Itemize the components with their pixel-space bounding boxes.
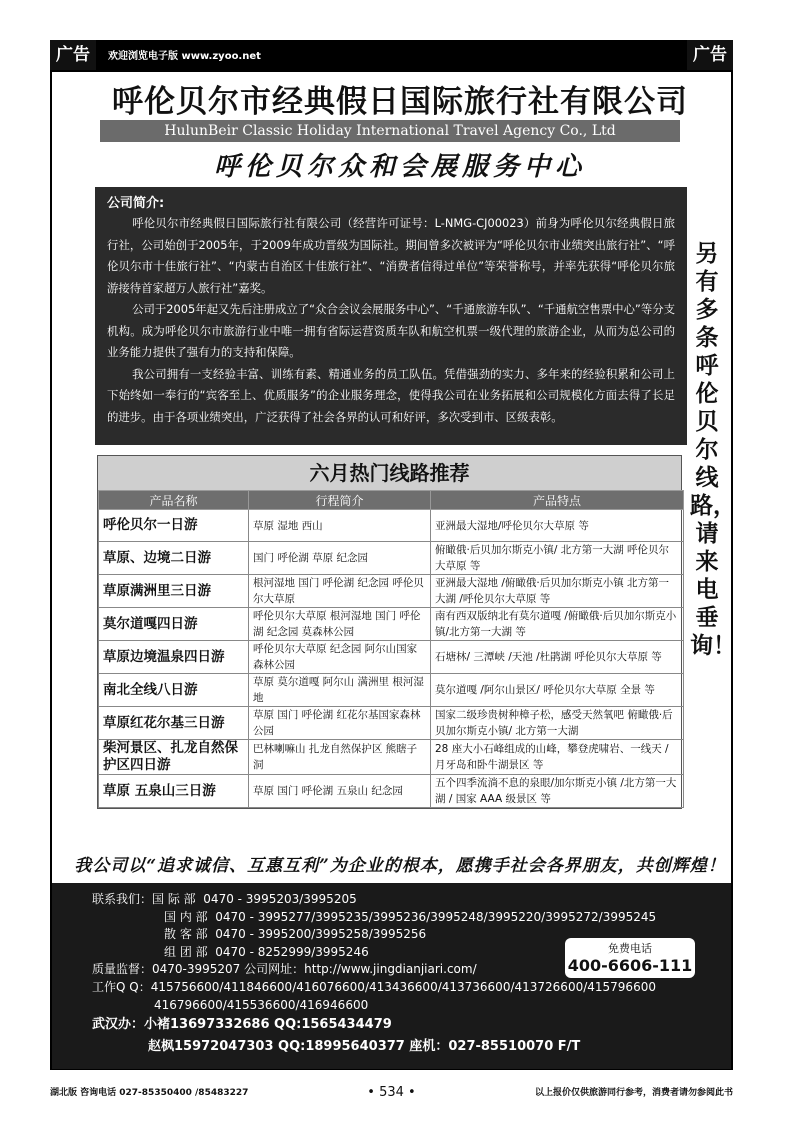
col-header-itinerary: 行程简介: [249, 491, 431, 510]
route-name: 呼伦贝尔一日游: [99, 510, 249, 542]
contact-line: [92, 909, 731, 927]
table-row: [99, 775, 684, 808]
route-name: 草原 五泉山三日游: [99, 775, 249, 808]
ad-tag-left: 广告: [50, 40, 96, 70]
intro-heading: 公司简介:: [107, 196, 165, 211]
table-row: [99, 674, 684, 707]
route-itinerary: 草原 国门 呼伦湖 五泉山 纪念园: [249, 775, 431, 808]
wuhan-office-line-2: 赵枫15972047303 QQ:18995640377 座机：027-85510070 F/T: [148, 1039, 581, 1055]
route-itinerary: 呼伦贝尔大草原 根河湿地 国门 呼伦湖 纪念园 莫森林公园: [249, 608, 431, 641]
intro-paragraph-3: 我公司拥有一支经验丰富、训练有素、精通业务的员工队伍。凭借强劲的实力、多年来的经验积累和公司上下始终如一奉行的“宾客至上、优质服务”的企业服务理念，使得我公司在业务拓展和公司规模化方面去得了长足的进步。由于各项业绩突出，广泛获得了社会各界的认可和好评，多次受到市、区级表彰。: [107, 366, 675, 424]
route-itinerary: 国门 呼伦湖 草原 纪念园: [249, 542, 431, 575]
company-english-name: HulunBeir Classic Holiday International Travel Agency Co., Ltd: [100, 120, 680, 142]
quality-line: 质量监督：0470-3995207 公司网址：http://www.jingdianjiari.com/: [92, 962, 477, 977]
table-row: [99, 740, 684, 775]
table-row: [99, 542, 684, 575]
footer-right: 以上报价仅供旅游同行参考，消费者请勿参阅此书: [534, 1088, 733, 1098]
hotline-box: [565, 938, 695, 978]
table-row: [99, 575, 684, 608]
route-features: 亚洲最大湿地/呼伦贝尔大草原 等: [431, 510, 684, 542]
route-itinerary: 草原 湿地 西山: [249, 510, 431, 542]
company-title: 呼伦贝尔市经典假日国际旅行社有限公司: [112, 84, 688, 120]
route-itinerary: 巴林喇嘛山 扎龙自然保护区 熊瞎子洞: [249, 740, 431, 775]
vertical-promo-text: 另有多条呼伦贝尔线路，请来电垂询！: [690, 240, 736, 659]
contact-line: [92, 891, 731, 909]
route-name: 柴河景区、扎龙自然保护区四日游: [99, 740, 249, 775]
qq-label: 工作Q Q：: [92, 979, 151, 994]
wuhan-office-line: 武汉办：小褚13697332686 QQ:1565434479: [92, 1017, 392, 1033]
route-name: 南北全线八日游: [99, 674, 249, 707]
intro-paragraph-2: 公司于2005年起又先后注册成立了“众合会议会展服务中心”、“千通旅游车队”、“千通航空售票中心”等分支机构。成为呼伦贝尔市旅游行业中唯一拥有省际运营资质车队和航空机票一级代理的旅游企业，从而为总公司的业务能力提供了强有力的支持和保障。: [107, 302, 675, 359]
hotline-number: 400-6606-111: [567, 956, 693, 975]
route-features: 五个四季流淌不息的泉眼/加尔斯克小镇 /北方第一大湖 / 国家 AAA 级景区 等: [431, 775, 684, 808]
dept-name: 国 际 部: [152, 892, 196, 906]
col-header-features: 产品特点: [431, 491, 684, 510]
dept-phones: 0470 - 3995200/3995258/3995256: [215, 927, 427, 942]
subsidiary-title: 呼伦贝尔众和会展服务中心: [213, 152, 586, 182]
route-features: 南有西双版纳北有莫尔道嘎 /俯瞰俄·后贝加尔斯克小镇/北方第一大湖 等: [431, 608, 684, 641]
dept-phones: 0470 - 3995203/3995205: [203, 892, 357, 906]
route-name: 草原边境温泉四日游: [99, 641, 249, 674]
company-intro: [95, 187, 687, 445]
col-header-name: 产品名称: [99, 491, 249, 510]
table-header-row: [99, 491, 684, 510]
table-row: [99, 707, 684, 740]
qq-line: [92, 979, 731, 997]
route-itinerary: 草原 莫尔道嘎 阿尔山 满洲里 根河湿地: [249, 674, 431, 707]
route-features: 国家二级珍贵树种樟子松，感受天然氧吧 俯瞰俄·后贝加尔斯克小镇/ 北方第一大湖: [431, 707, 684, 740]
routes-grid: [98, 490, 684, 808]
route-name: 草原、边境二日游: [99, 542, 249, 575]
table-row: [99, 641, 684, 674]
route-features: 28 座大小石峰组成的山峰，攀登虎啸岩、一线天 /月牙岛和卧牛湖景区 等: [431, 740, 684, 775]
route-features: 俯瞰俄·后贝加尔斯克小镇/ 北方第一大湖 呼伦贝尔大草原 等: [431, 542, 684, 575]
route-name: 草原红花尔基三日游: [99, 707, 249, 740]
dept-name: 散 客 部: [164, 927, 208, 942]
route-name: 莫尔道嘎四日游: [99, 608, 249, 641]
page-number: • 534 •: [367, 1085, 416, 1100]
contact-label: 联系我们：: [92, 892, 153, 906]
routes-title: 六月热门线路推荐: [98, 456, 681, 490]
table-row: [99, 510, 684, 542]
dept-name: 国 内 部: [164, 909, 208, 924]
ad-tag-right: 广告: [687, 40, 733, 70]
top-url-text: 欢迎浏览电子版 www.zyoo.net: [108, 51, 261, 62]
routes-table: [97, 455, 682, 809]
dept-phones: 0470 - 3995277/3995235/3995236/3995248/3995220/3995272/3995245: [215, 909, 657, 924]
route-itinerary: 草原 国门 呼伦湖 红花尔基国家森林公园: [249, 707, 431, 740]
dept-name: 组 团 部: [164, 944, 208, 959]
hotline-label: 免费电话: [608, 942, 652, 955]
route-features: 石塘林/ 三潭峡 /天池 /杜鹃湖 呼伦贝尔大草原 等: [431, 641, 684, 674]
route-features: 亚洲最大湿地 /俯瞰俄·后贝加尔斯克小镇 北方第一大湖 /呼伦贝尔大草原 等: [431, 575, 684, 608]
page-footer: [50, 1083, 733, 1103]
top-banner: [50, 40, 733, 70]
route-name: 草原满洲里三日游: [99, 575, 249, 608]
route-features: 莫尔道嘎 /阿尔山景区/ 呼伦贝尔大草原 全景 等: [431, 674, 684, 707]
route-itinerary: 根河湿地 国门 呼伦湖 纪念园 呼伦贝尔大草原: [249, 575, 431, 608]
footer-left: 湖北版 咨询电话 027-85350400 /85483227: [50, 1088, 249, 1098]
qq-numbers: 415756600/411846600/416076600/413436600/413736600/413726600/415796600: [150, 979, 656, 994]
route-itinerary: 呼伦贝尔大草原 纪念园 阿尔山国家森林公园: [249, 641, 431, 674]
dept-phones: 0470 - 8252999/3995246: [215, 944, 369, 959]
table-row: [99, 608, 684, 641]
qq-line-2: 416796600/415536600/416946600: [154, 997, 369, 1012]
intro-paragraph-1: 呼伦贝尔市经典假日国际旅行社有限公司（经营许可证号：L-NMG-CJ00023）前身为呼伦贝尔经典假日旅行社，公司始创于2005年，于2009年成功晋级为国际社。期间曾多次被评为“呼伦贝尔市业绩突出旅行社”、“呼伦贝尔市十佳旅行社”、“内蒙古自治区十佳旅行社”、“消费者信得过单位”等荣誉称号，并率先获得“呼伦贝尔旅游接待首家超万人旅行社”嘉奖。: [107, 216, 675, 295]
company-slogan: 我公司以“追求诚信、互惠互利”为企业的根本，愿携手社会各界朋友，共创辉煌！: [74, 856, 726, 876]
